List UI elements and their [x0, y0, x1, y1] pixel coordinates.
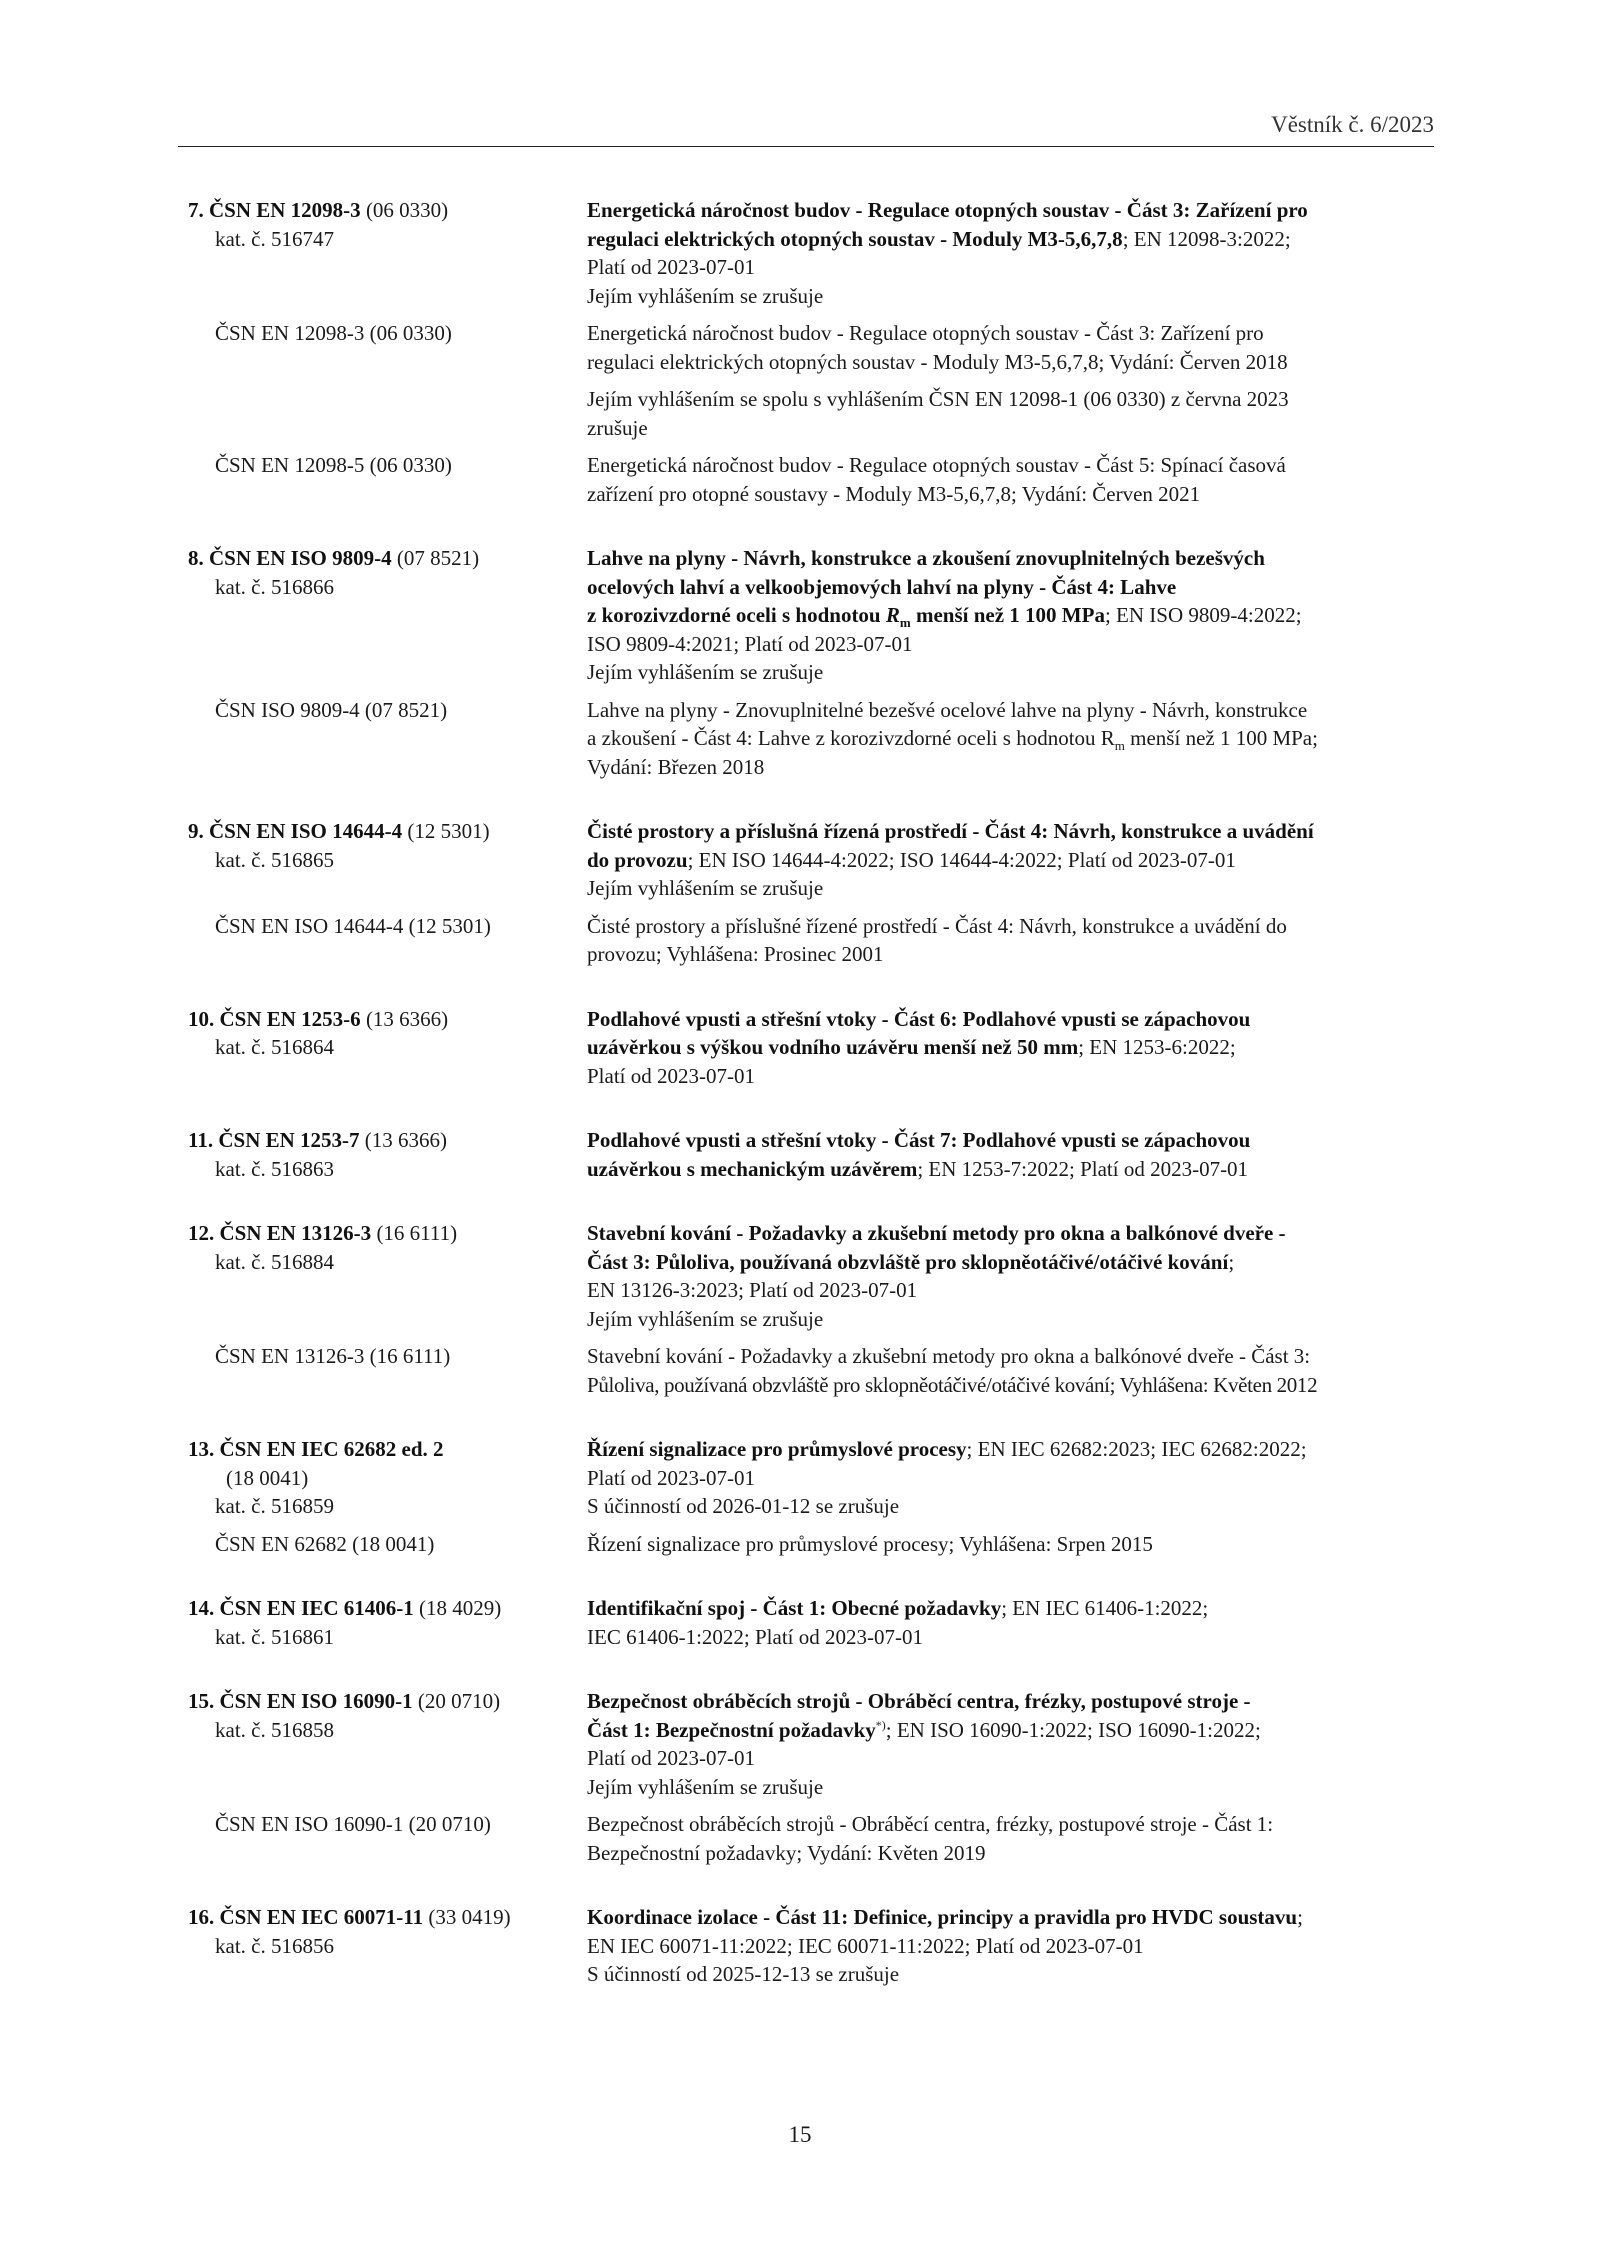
standard-entry — [188, 817, 1438, 969]
replaced-code: ČSN EN ISO 16090-1 (20 0710) — [215, 1812, 491, 1836]
standard-title-cont: ocelových lahví a velkoobjemových lahví na plyny - Část 4: Lahve — [587, 574, 1177, 599]
page-header — [178, 108, 1434, 147]
valid-from: Platí od 2023-07-01 — [587, 255, 755, 279]
standard-title: Podlahové vpusti a střešní vtoky - Část 6: Podlahové vpusti se zápachovou — [587, 1006, 1251, 1031]
standard-title: Řízení signalizace pro průmyslové procesy — [587, 1437, 967, 1461]
standard-entry — [188, 196, 1438, 508]
standard-meta-cont: EN 13126-3:2023; Platí od 2023-07-01 — [587, 1278, 918, 1302]
catalog-number: kat. č. 516864 — [215, 1035, 334, 1059]
standard-id — [188, 1005, 587, 1091]
replaced-code: ČSN EN 12098-5 (06 0330) — [215, 453, 452, 477]
standard-description — [587, 817, 1438, 903]
standard-meta: ; — [1297, 1905, 1303, 1929]
entry-number: 7. — [188, 198, 204, 222]
standard-meta: ; EN ISO 16090-1:2022; ISO 16090-1:2022; — [885, 1717, 1261, 1742]
entry-number: 12. — [188, 1221, 215, 1245]
standard-code: ČSN EN ISO 14644-4 — [209, 819, 403, 843]
note-line: zrušuje — [587, 415, 648, 440]
standard-code: ČSN EN IEC 62682 ed. 2 — [219, 1437, 444, 1461]
standard-id — [188, 817, 587, 903]
joint-cancellation-note — [188, 385, 1438, 442]
replaced-title-cont: menší než 1 100 MPa; — [1124, 726, 1318, 750]
class-code: (12 5301) — [407, 819, 490, 843]
catalog-number: kat. č. 516859 — [215, 1494, 334, 1518]
class-code: (13 6366) — [364, 1128, 448, 1152]
standard-id — [188, 1687, 587, 1801]
cancellation-note: S účinností od 2026-01-12 se zrušuje — [587, 1494, 900, 1518]
entry-number: 13. — [188, 1437, 215, 1461]
entry-number: 11. — [188, 1128, 214, 1152]
standard-meta: ; EN ISO 9809-4:2022; — [1104, 603, 1302, 627]
quantity-symbol: R — [885, 603, 900, 627]
standard-meta-cont: ISO 9809-4:2021; Platí od 2023-07-01 — [587, 631, 913, 656]
standard-code: ČSN EN ISO 16090-1 — [219, 1689, 413, 1713]
standard-id — [188, 1435, 587, 1521]
standard-description — [587, 1219, 1438, 1333]
replaced-standard — [188, 912, 1438, 969]
replaced-code: ČSN EN 62682 (18 0041) — [215, 1531, 435, 1556]
valid-from: Platí od 2023-07-01 — [587, 1746, 755, 1770]
class-code: (07 8521) — [396, 546, 480, 570]
standard-entry — [188, 1903, 1438, 1989]
standard-entry — [188, 1126, 1438, 1183]
standard-description — [587, 1903, 1438, 1989]
catalog-number: kat. č. 516884 — [215, 1249, 334, 1274]
catalog-number: kat. č. 516865 — [215, 847, 334, 872]
standard-title-cont: uzávěrkou s výškou vodního uzávěru menší než 50 mm — [587, 1035, 1079, 1059]
standard-entry — [188, 1687, 1438, 1867]
replaced-code: ČSN EN ISO 14644-4 (12 5301) — [215, 913, 491, 938]
standard-code: ČSN EN ISO 9809-4 — [209, 546, 392, 570]
valid-from: Platí od 2023-07-01 — [587, 1063, 755, 1088]
standard-id — [188, 196, 587, 310]
standard-title-cont: regulaci elektrických otopných soustav - Moduly M3-5,6,7,8 — [587, 226, 1123, 251]
standard-code: ČSN EN 13126-3 — [219, 1221, 372, 1245]
standard-meta: ; EN 12098-3:2022; — [1122, 226, 1291, 251]
entry-number: 14. — [188, 1596, 215, 1620]
class-code: (16 6111) — [376, 1221, 458, 1245]
standard-title-cont: Část 1: Bezpečnostní požadavky — [587, 1717, 876, 1742]
replaced-title: Bezpečnost obráběcích strojů - Obráběcí centra, frézky, postupové stroje - Část 1: — [587, 1812, 1274, 1836]
catalog-number: kat. č. 516863 — [215, 1156, 334, 1181]
standard-title-cont: z korozivzdorné oceli s hodnotou — [587, 603, 886, 627]
quantity-subscript: m — [1114, 738, 1125, 753]
replaced-standard — [188, 1530, 1438, 1559]
replaced-title-cont: a zkoušení - Část 4: Lahve z korozivzdorné oceli s hodnotou R — [587, 726, 1115, 750]
standard-id — [188, 1219, 587, 1333]
standard-meta: ; EN 1253-7:2022; Platí od 2023-07-01 — [917, 1156, 1249, 1181]
class-code: (18 4029) — [419, 1596, 502, 1620]
catalog-number: kat. č. 516861 — [215, 1624, 334, 1649]
standard-description — [587, 1126, 1438, 1183]
replaced-title-cont: zařízení pro otopné soustavy - Moduly M3-5,6,7,8; Vydání: Červen 2021 — [587, 481, 1201, 506]
standard-code: ČSN EN 1253-7 — [218, 1128, 360, 1152]
standard-meta: ; EN IEC 62682:2023; IEC 62682:2022; — [966, 1437, 1307, 1461]
standard-entry — [188, 1219, 1438, 1399]
replaced-title: Lahve na plyny - Znovuplnitelné bezešvé ocelové lahve na plyny - Návrh, konstrukce — [587, 697, 1308, 722]
standard-meta-cont: IEC 61406-1:2022; Platí od 2023-07-01 — [587, 1624, 923, 1649]
replaced-title-cont: regulaci elektrických otopných soustav - Moduly M3-5,6,7,8; Vydání: Červen 2018 — [587, 349, 1288, 374]
quantity-subscript: m — [899, 615, 911, 630]
cancellation-note: Jejím vyhlášením se zrušuje — [587, 283, 824, 308]
entry-number: 15. — [188, 1689, 215, 1713]
replaced-code: ČSN EN 13126-3 (16 6111) — [215, 1344, 451, 1368]
replaced-title: Energetická náročnost budov - Regulace otopných soustav - Část 3: Zařízení pro — [587, 321, 1264, 345]
standard-title: Čisté prostory a příslušná řízená prostředí - Část 4: Návrh, konstrukce a uvádění — [587, 819, 1314, 843]
journal-title: Věstník č. 6/2023 — [1271, 112, 1434, 137]
class-code: (18 0041) — [226, 1465, 309, 1490]
cancellation-note: Jejím vyhlášením se zrušuje — [587, 660, 824, 684]
class-code: (20 0710) — [417, 1689, 501, 1713]
standard-id — [188, 1594, 587, 1651]
valid-from: Platí od 2023-07-01 — [587, 1465, 755, 1490]
catalog-number: kat. č. 516866 — [215, 574, 334, 599]
replaced-issue: Vydání: Březen 2018 — [587, 754, 765, 779]
replaced-code: ČSN EN 12098-3 (06 0330) — [215, 321, 452, 345]
replaced-standard — [188, 696, 1438, 782]
standard-title: Podlahové vpusti a střešní vtoky - Část 7: Podlahové vpusti se zápachovou — [587, 1128, 1251, 1152]
standard-code: ČSN EN 1253-6 — [219, 1006, 361, 1031]
standard-meta: ; EN IEC 61406-1:2022; — [1001, 1596, 1209, 1620]
entry-number: 16. — [188, 1905, 215, 1929]
replaced-title-cont: provozu; Vyhlášena: Prosinec 2001 — [587, 942, 884, 966]
replaced-standard — [188, 319, 1438, 376]
class-code: (33 0419) — [428, 1905, 511, 1929]
note-line: Jejím vyhlášením se spolu s vyhlášením ČSN EN 12098-1 (06 0330) z června 2023 — [587, 387, 1289, 411]
standard-title-cont: Část 3: Půloliva, používaná obzvláště pro sklopněotáčivé/otáčivé kování — [587, 1249, 1229, 1274]
replaced-title: Čisté prostory a příslušné řízené prostředí - Část 4: Návrh, konstrukce a uvádění do — [587, 913, 1287, 938]
entry-number: 10. — [188, 1006, 215, 1031]
standard-id — [188, 544, 587, 687]
standard-entry — [188, 544, 1438, 781]
standard-entry — [188, 1005, 1438, 1091]
standard-entry — [188, 1594, 1438, 1651]
standard-code: ČSN EN IEC 60071-11 — [219, 1905, 424, 1929]
standard-entry — [188, 1435, 1438, 1558]
standard-description — [587, 544, 1438, 687]
catalog-number: kat. č. 516856 — [215, 1933, 334, 1958]
standard-meta-cont: EN IEC 60071-11:2022; IEC 60071-11:2022; Platí od 2023-07-01 — [587, 1933, 1144, 1958]
standard-title: Koordinace izolace - Část 11: Definice, principy a pravidla pro HVDC soustavu — [587, 1905, 1298, 1929]
cancellation-note: S účinností od 2025-12-13 se zrušuje — [587, 1962, 900, 1986]
standard-code: ČSN EN 12098-3 — [209, 198, 361, 222]
entry-number: 8. — [188, 546, 204, 570]
standard-title: Energetická náročnost budov - Regulace otopných soustav - Část 3: Zařízení pro — [587, 198, 1308, 222]
standards-list — [188, 196, 1438, 2025]
replaced-standard — [188, 451, 1438, 508]
standard-title: Stavební kování - Požadavky a zkušební metody pro okna a balkónové dveře - — [587, 1221, 1286, 1245]
cancellation-note: Jejím vyhlášením se zrušuje — [587, 876, 824, 900]
standard-meta: ; EN 1253-6:2022; — [1078, 1035, 1236, 1059]
class-code: (06 0330) — [365, 198, 449, 222]
page-number: 15 — [788, 2122, 812, 2147]
standard-title-cont: do provozu — [587, 847, 688, 872]
standard-title-cont: menší než 1 100 MPa — [910, 603, 1105, 627]
standard-description — [587, 1594, 1438, 1651]
standard-id — [188, 1126, 587, 1183]
replaced-code: ČSN ISO 9809-4 (07 8521) — [215, 697, 448, 722]
standard-description — [587, 196, 1438, 310]
standard-title-cont: uzávěrkou s mechanickým uzávěrem — [587, 1156, 918, 1181]
standard-id — [188, 1903, 587, 1989]
replaced-title: Stavební kování - Požadavky a zkušební metody pro okna a balkónové dveře - Část 3: — [587, 1344, 1311, 1368]
entry-number: 9. — [188, 819, 204, 843]
replaced-standard — [188, 1342, 1438, 1399]
standard-meta: ; EN ISO 14644-4:2022; ISO 14644-4:2022; Platí od 2023-07-01 — [687, 847, 1236, 872]
replaced-title: Energetická náročnost budov - Regulace otopných soustav - Část 5: Spínací časová — [587, 453, 1286, 477]
replaced-title-cont: Půloliva, používaná obzvláště pro sklopněotáčivé/otáčivé kování; Vyhlášena: Květen 2012 — [587, 1372, 1318, 1397]
footnote-marker: *) — [875, 1717, 886, 1732]
replaced-title-cont: Bezpečnostní požadavky; Vydání: Květen 2019 — [587, 1840, 986, 1865]
standard-title: Lahve na plyny - Návrh, konstrukce a zkoušení znovuplnitelných bezešvých — [587, 546, 1265, 570]
replaced-title: Řízení signalizace pro průmyslové procesy; Vyhlášena: Srpen 2015 — [587, 1531, 1153, 1556]
standard-title: Bezpečnost obráběcích strojů - Obráběcí centra, frézky, postupové stroje - — [587, 1689, 1251, 1713]
catalog-number: kat. č. 516747 — [215, 226, 334, 251]
replaced-standard — [188, 1810, 1438, 1867]
standard-description — [587, 1687, 1438, 1801]
standard-description — [587, 1435, 1438, 1521]
cancellation-note: Jejím vyhlášením se zrušuje — [587, 1306, 824, 1331]
standard-meta: ; — [1228, 1249, 1235, 1274]
cancellation-note: Jejím vyhlášením se zrušuje — [587, 1774, 824, 1799]
class-code: (13 6366) — [365, 1006, 449, 1031]
standard-title: Identifikační spoj - Část 1: Obecné požadavky — [587, 1596, 1002, 1620]
standard-code: ČSN EN IEC 61406-1 — [219, 1596, 414, 1620]
standard-description — [587, 1005, 1438, 1091]
catalog-number: kat. č. 516858 — [215, 1717, 334, 1742]
